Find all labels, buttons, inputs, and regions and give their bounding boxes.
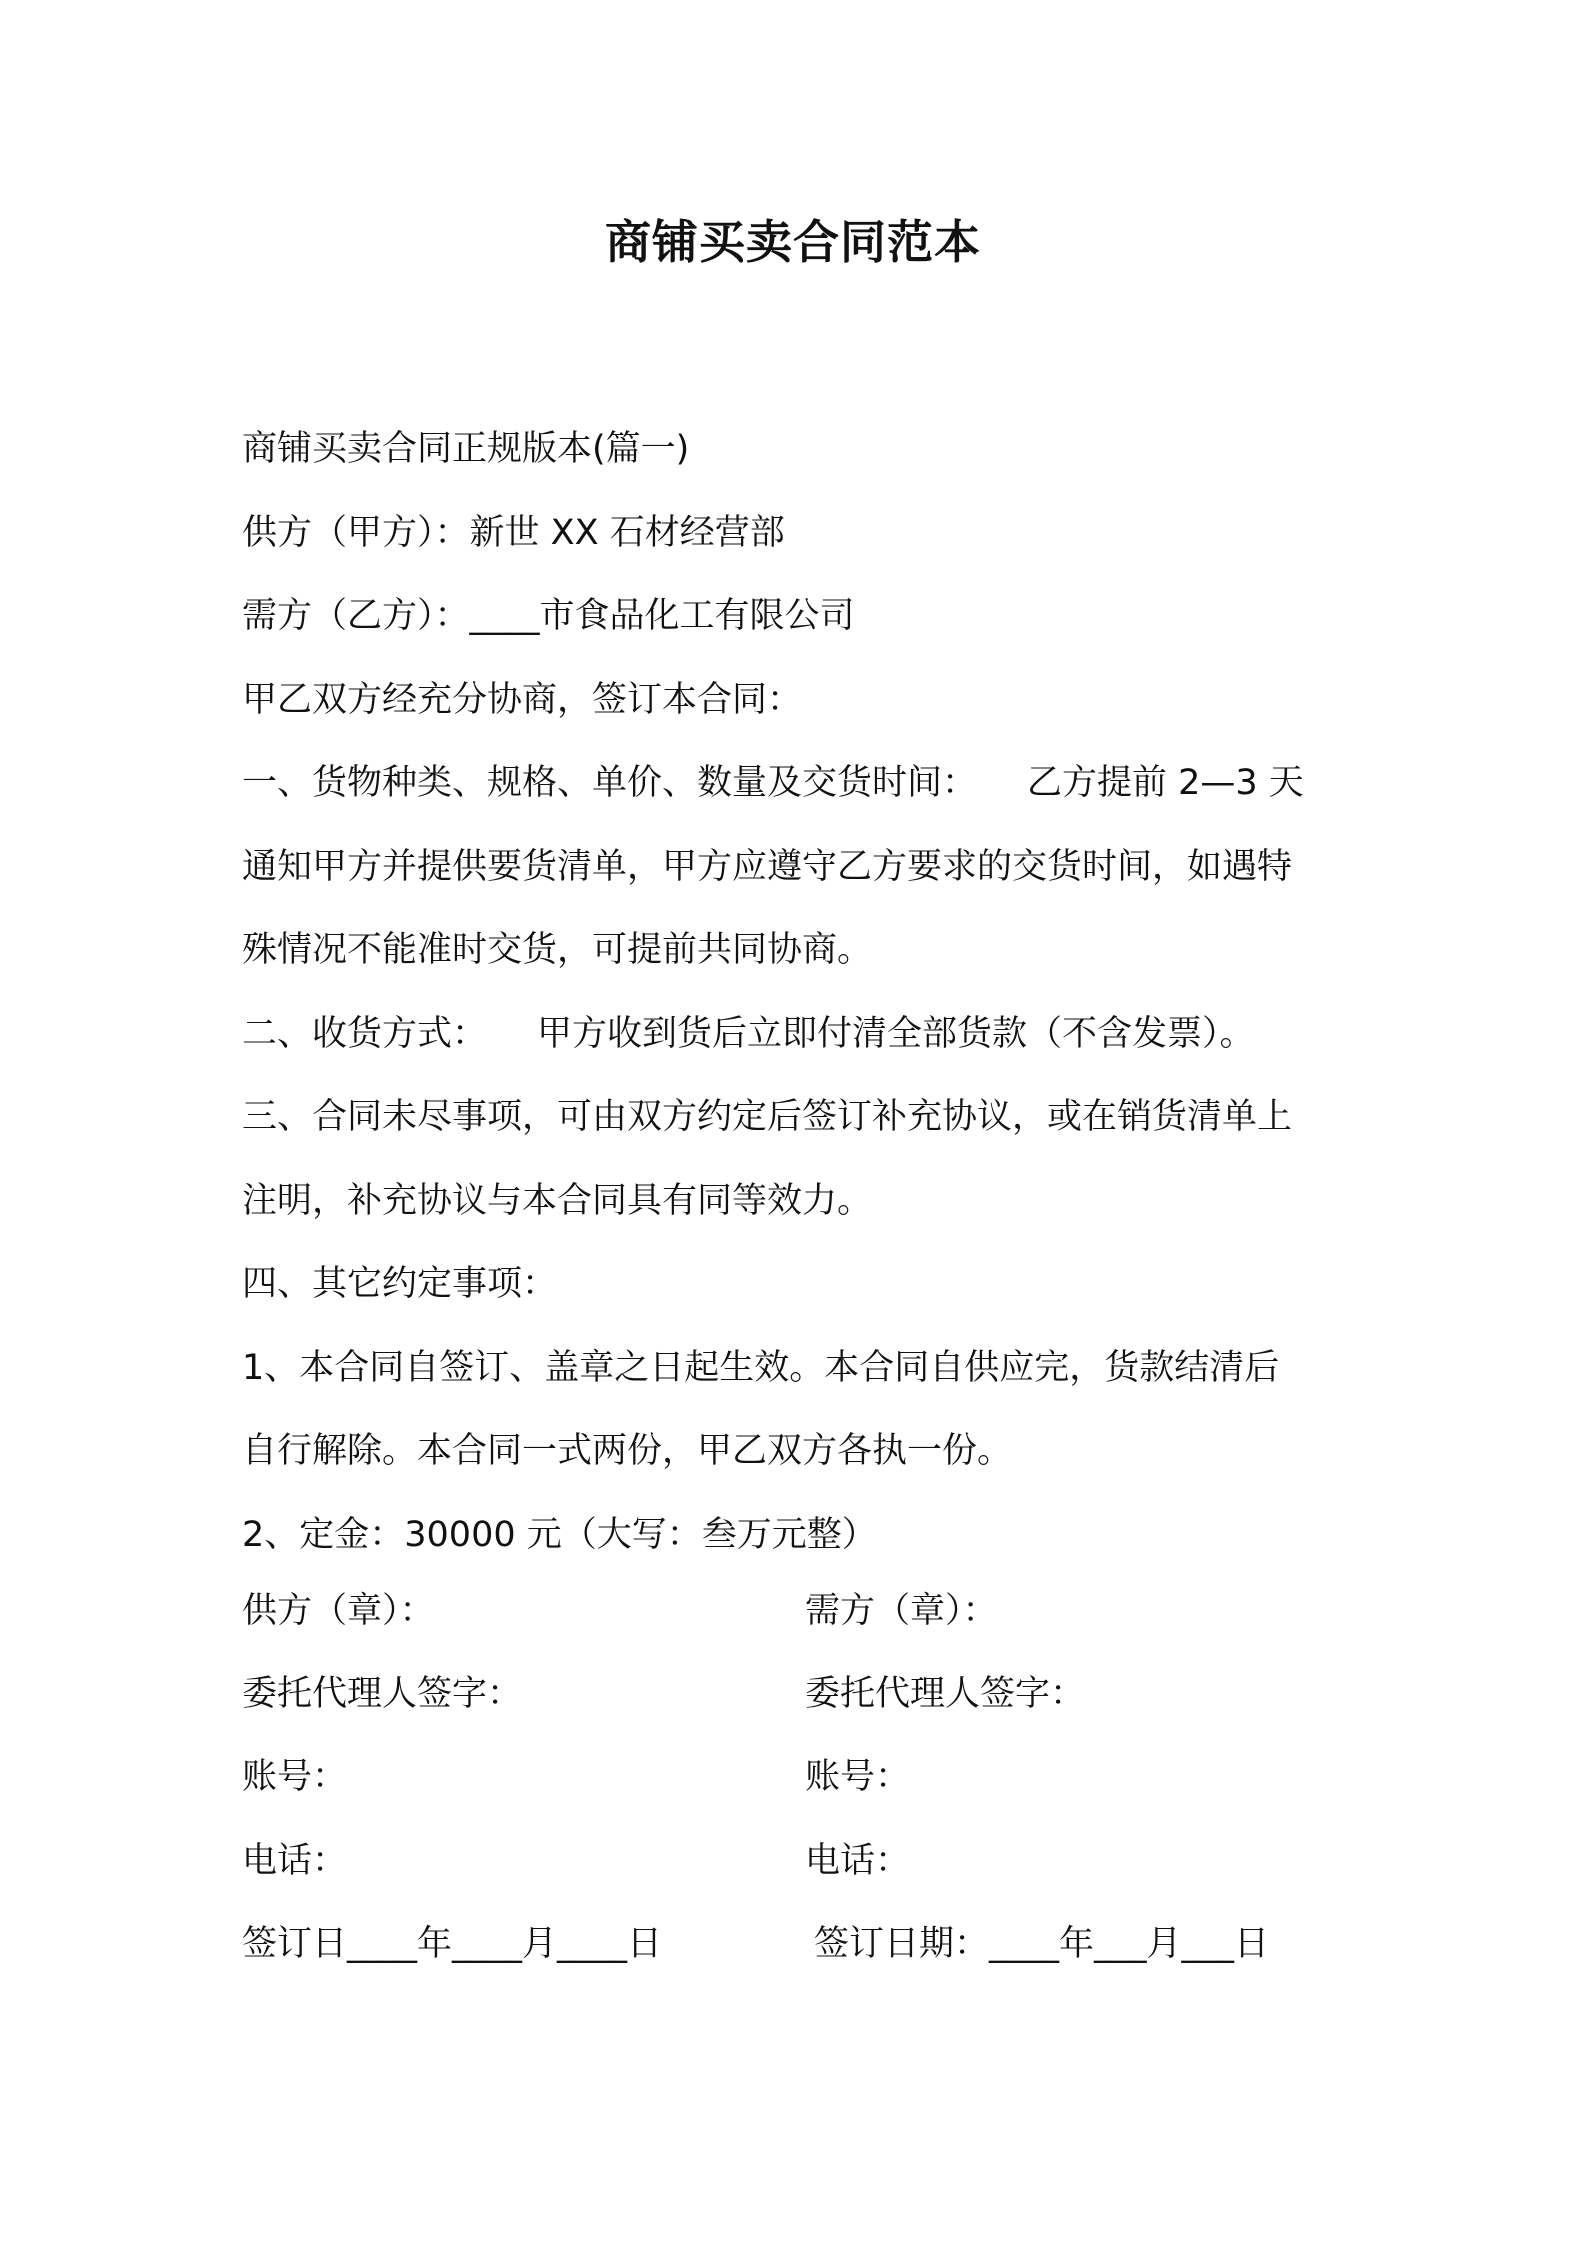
buyer-seal-label: 需方（章）： xyxy=(805,1591,998,1631)
intro-line: 甲乙双方经充分协商，签订本合同： xyxy=(242,679,803,720)
supplier-line: 供方（甲方）：新世 XX 石材经营部 xyxy=(242,512,785,553)
item-1-line-2: 自行解除。本合同一式两份，甲乙双方各执一份。 xyxy=(242,1431,1013,1471)
clause-1-line-2: 通知甲方并提供要货清单，甲方应遵守乙方要求的交货时间，如遇特 xyxy=(242,846,1293,887)
clause-3-line-2: 注明，补充协议与本合同具有同等效力。 xyxy=(242,1180,873,1221)
buyer-line: 需方（乙方）：____市食品化工有限公司 xyxy=(242,596,855,636)
clause-1-line-1 xyxy=(242,742,1362,826)
supplier-sign-date: 签订日____年____月____日 xyxy=(242,1924,663,1964)
clause-1-heading: 一、货物种类、规格、单价、数量及交货时间： xyxy=(242,763,978,803)
buyer-account-label: 账号： xyxy=(805,1757,911,1797)
buyer-phone-label: 电话： xyxy=(805,1841,911,1881)
item-1-line-1: 1、本合同自签订、盖章之日起生效。本合同自供应完，货款结清后 xyxy=(242,1347,1280,1388)
clause-3-line-1: 三、合同未尽事项，可由双方约定后签订补充协议，或在销货清单上 xyxy=(242,1097,1293,1137)
supplier-seal-label: 供方（章）： xyxy=(242,1591,435,1631)
clause-2-text: 甲方收到货后立即付清全部货款（不含发票）。 xyxy=(537,1013,1255,1054)
supplier-agent-label: 委托代理人签字： xyxy=(242,1674,523,1714)
contract-body xyxy=(242,408,1362,1577)
supplier-account-label: 账号： xyxy=(242,1757,348,1797)
item-2-line: 2、定金：30000 元（大写：叁万元整） xyxy=(242,1514,877,1555)
buyer-sign-date: 签订日期：____年___月___日 xyxy=(814,1924,1270,1964)
contract-subtitle: 商铺买卖合同正规版本(篇一) xyxy=(242,429,690,469)
document-title: 商铺买卖合同范本 xyxy=(605,215,981,269)
clause-1-line-3: 殊情况不能准时交货，可提前共同协商。 xyxy=(242,930,873,970)
supplier-phone-label: 电话： xyxy=(242,1841,348,1881)
buyer-agent-label: 委托代理人签字： xyxy=(805,1674,1086,1714)
clause-1-text-start: 乙方提前 2—3 天 xyxy=(1027,763,1304,803)
clause-4-heading: 四、其它约定事项： xyxy=(242,1264,558,1304)
clause-2-line xyxy=(242,993,1362,1077)
clause-2-heading: 二、收货方式： xyxy=(242,1013,488,1054)
